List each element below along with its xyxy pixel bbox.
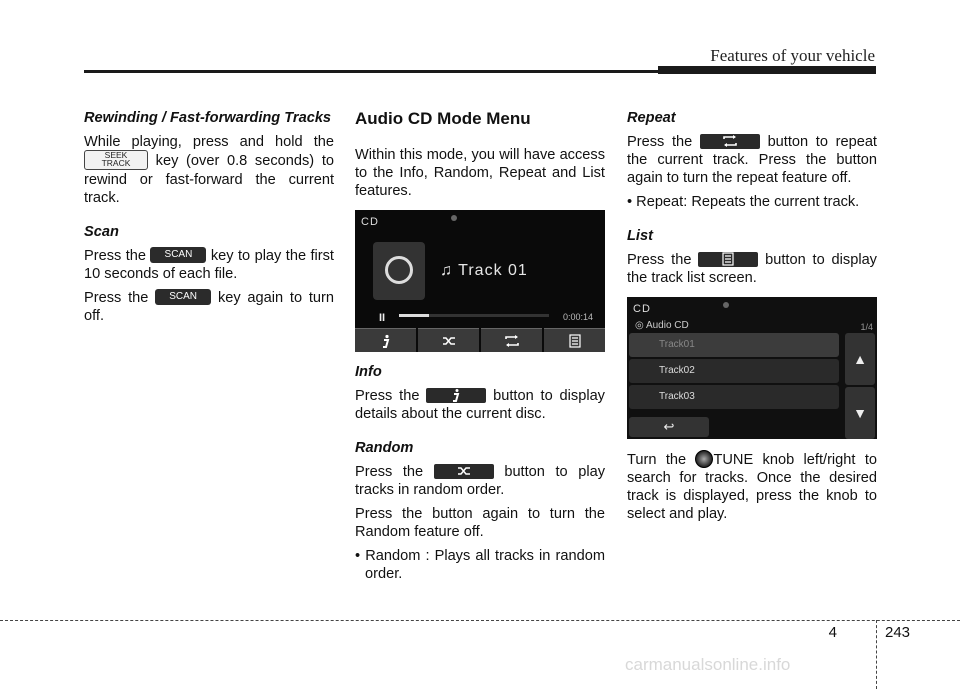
para-info-end: button to display details about the current disc. (355, 388, 605, 422)
progress-track (429, 314, 549, 317)
list-button-image (698, 252, 758, 267)
para-scan1-start: Press the (84, 248, 147, 264)
tune-knob-icon (695, 450, 713, 468)
seek-label: SEEK (104, 150, 128, 160)
track-title: Track 01 (458, 262, 528, 279)
elapsed-time: 0:00:14 (562, 312, 593, 322)
heading-rewind: Rewinding / Fast-forwarding Tracks (84, 110, 332, 126)
scroll-down-icon: ▼ (845, 387, 875, 439)
para-random1-start: Press the (355, 464, 424, 480)
screen-menu-bar (355, 328, 605, 352)
para-tune-start: Turn the (627, 452, 687, 468)
track-label-01: Track01 (659, 339, 695, 350)
seek-track-key-image (84, 150, 148, 170)
status-dot (451, 215, 457, 221)
para-random1-end: button to play tracks in random order. (355, 464, 605, 498)
para-tune (627, 451, 877, 523)
column-1 (84, 110, 334, 331)
pause-icon: II (379, 312, 386, 324)
repeat-tab-icon (481, 328, 542, 352)
para-repeat-2: • Repeat: Repeats the current track. (627, 194, 860, 210)
para-scan2-end: key again to turn off. (84, 290, 334, 324)
list-item-track03 (629, 385, 839, 409)
list-item-track02 (629, 359, 839, 383)
para-rewind-start: While playing, press and hold the (84, 134, 334, 150)
chapter-number: 4 (828, 624, 837, 641)
para-scan-2 (84, 289, 334, 325)
para-random-2: Press the button again to turn the Random feature off. (355, 506, 605, 540)
audio-cd-label: ◎ Audio CD (635, 320, 689, 331)
para-random-3: • Random : Plays all tracks in random order. (355, 548, 605, 582)
para-rewind (84, 133, 334, 207)
track-label: TRACK (101, 158, 131, 168)
back-icon: ↩ (629, 417, 709, 437)
scan-key-image-2: SCAN (155, 289, 211, 305)
column-2 (355, 110, 605, 589)
footer-divider (876, 620, 877, 689)
footer-rule (0, 620, 960, 621)
heading-random: Random (355, 440, 414, 456)
info-button-image (426, 388, 486, 403)
heading-scan: Scan (84, 224, 119, 240)
track-label-02: Track02 (659, 365, 695, 376)
repeat-button-image (700, 134, 760, 149)
status-dot (723, 302, 729, 308)
para-repeat1-end: button to repeat the current track. Press the button again to turn the repeat feature off. (627, 134, 877, 186)
screen-title: CD (633, 303, 651, 315)
para-list-start: Press the (627, 252, 692, 268)
heading-repeat: Repeat (627, 110, 676, 126)
para-scan2-start: Press the (84, 290, 149, 306)
track-label-03: Track03 (659, 391, 695, 402)
watermark: carmanualsonline.info (625, 655, 791, 674)
para-tune-end: TUNE knob left/right to search for tracks. Once the desired track is displayed, press the knob to select and play. (627, 452, 877, 523)
para-rewind-end: key (over 0.8 seconds) to rewind or fast-forward the current track. (84, 152, 334, 206)
list-tab-icon (544, 328, 605, 352)
header-tab (658, 66, 876, 74)
list-item-track01 (629, 333, 839, 357)
para-info (355, 387, 605, 423)
heading-info: Info (355, 364, 382, 380)
para-repeat1-start: Press the (627, 134, 693, 150)
random-button-image (434, 464, 494, 479)
heading-list: List (627, 228, 653, 244)
para-menu: Within this mode, you will have access to the Info, Random, Repeat and List features. (355, 147, 605, 199)
section-title: Features of your vehicle (710, 46, 875, 65)
progress-fill (399, 314, 429, 317)
para-scan-1 (84, 247, 334, 283)
para-list-end: button to display the track list screen. (627, 252, 877, 286)
para-list (627, 251, 877, 287)
audio-cd-text: Audio CD (645, 320, 689, 331)
page-value: 243 (885, 624, 911, 641)
scan-key-image: SCAN (150, 247, 206, 263)
para-random-1 (355, 463, 605, 499)
random-tab-icon (418, 328, 479, 352)
para-scan1-end: key to play the first 10 seconds of each file. (84, 248, 334, 282)
disc-icon (373, 242, 425, 300)
track-list-screen (627, 297, 877, 439)
info-tab-icon (355, 328, 416, 352)
column-3 (627, 110, 877, 529)
screen-title: CD (361, 216, 379, 228)
heading-cd-menu: Audio CD Mode Menu (355, 109, 531, 128)
page-indicator: 1/4 (860, 322, 873, 332)
cd-mode-screen (355, 210, 605, 352)
scroll-up-icon: ▲ (845, 333, 875, 385)
para-info-start: Press the (355, 388, 420, 404)
track-name: ♫ Track 01 (440, 262, 528, 279)
para-repeat-1 (627, 133, 877, 187)
